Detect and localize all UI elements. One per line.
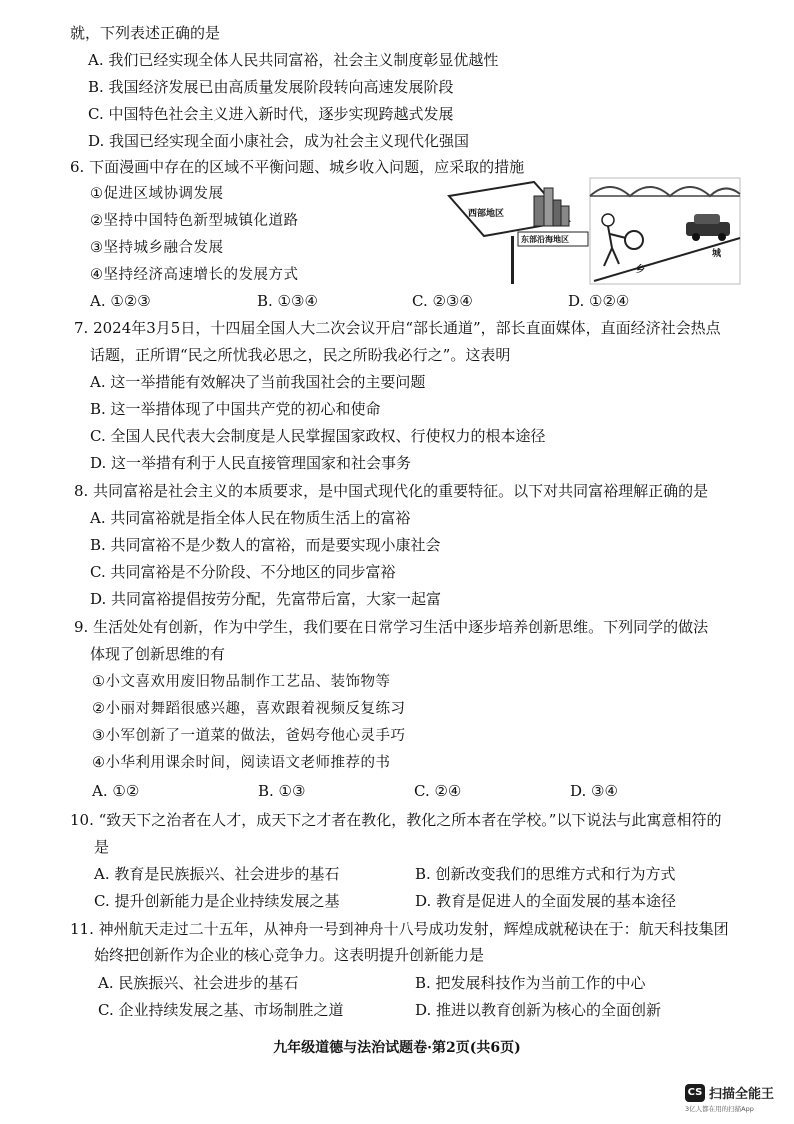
q9-item-1: ①小文喜欢用废旧物品制作工艺品、装饰物等 <box>92 674 391 690</box>
person-head <box>602 214 614 226</box>
q6-choice-a: A. ①②③ <box>90 292 151 310</box>
q10-option-d: D. 教育是促进人的全面发展的基本途径 <box>415 892 677 910</box>
scanner-logo-icon: CS <box>685 1084 705 1102</box>
q9-item-2: ②小丽对舞蹈很感兴趣，喜欢跟着视频反复练习 <box>92 701 406 717</box>
q6-choice-d: D. ①②④ <box>568 292 630 310</box>
q8-stem: 8. 共同富裕是社会主义的本质要求，是中国式现代化的重要特征。以下对共同富裕理解正确的是 <box>74 482 709 500</box>
q9-stem-line2: 体现了创新思维的有 <box>90 645 226 663</box>
label-urban: 城 <box>712 249 722 259</box>
q10-stem-line2: 是 <box>94 838 110 856</box>
car-wheel-1 <box>692 233 700 241</box>
q6-choice-b: B. ①③④ <box>257 292 318 310</box>
q5-option-c: C. 中国特色社会主义进入新时代，逐步实现跨越式发展 <box>88 105 454 123</box>
car-wheel-2 <box>718 233 726 241</box>
scanner-watermark <box>685 1082 785 1116</box>
q7-option-b: B. 这一举措体现了中国共产党的初心和使命 <box>90 400 381 418</box>
q9-choice-d: D. ③④ <box>570 782 618 800</box>
wheel <box>625 231 643 249</box>
q7-option-a: A. 这一举措能有效解决了当前我国社会的主要问题 <box>90 373 426 391</box>
q6-stem: 6. 下面漫画中存在的区域不平衡问题、城乡收入问题，应采取的措施 <box>70 158 525 176</box>
q10-option-b: B. 创新改变我们的思维方式和行为方式 <box>415 865 676 883</box>
q5-option-b: B. 我国经济发展已由高质量发展阶段转向高速发展阶段 <box>88 78 454 96</box>
scanner-tagline: 3亿人都在用的扫描App <box>685 1105 754 1113</box>
sign-east-label: 东部沿海地区 <box>521 235 569 244</box>
sign-west-label: 西部地区 <box>468 209 505 219</box>
q11-stem-line2: 始终把创新作为企业的核心竞争力。这表明提升创新能力是 <box>94 946 485 964</box>
q6-choice-c: C. ②③④ <box>412 292 473 310</box>
q7-stem-line1: 7. 2024年3月5日，十四届全国人大二次会议开启“部长通道”，部长直面媒体，直面经济社会热点 <box>74 319 721 337</box>
q8-option-b: B. 共同富裕不是少数人的富裕，而是要实现小康社会 <box>90 536 441 554</box>
q8-option-d: D. 共同富裕提倡按劳分配，先富带后富，大家一起富 <box>90 590 442 608</box>
q11-option-a: A. 民族振兴、社会进步的基石 <box>98 974 299 992</box>
q6-item-3: ③坚持城乡融合发展 <box>90 240 224 256</box>
q9-item-4: ④小华利用课余时间，阅读语文老师推荐的书 <box>92 755 391 771</box>
q9-stem-line1: 9. 生活处处有创新，作为中学生，我们要在日常学习生活中逐步培养创新思维。下列同学的做法 <box>74 618 709 636</box>
q8-option-a: A. 共同富裕就是指全体人民在物质生活上的富裕 <box>90 509 411 527</box>
q8-option-c: C. 共同富裕是不分阶段、不分地区的同步富裕 <box>90 563 396 581</box>
building-1 <box>534 196 544 226</box>
building-4 <box>561 206 569 226</box>
q6-item-1: ①促进区域协调发展 <box>90 186 224 202</box>
q5-option-a: A. 我们已经实现全体人民共同富裕，社会主义制度彰显优越性 <box>88 51 499 69</box>
q11-option-c: C. 企业持续发展之基、市场制胜之道 <box>98 1001 344 1019</box>
q11-option-b: B. 把发展科技作为当前工作的中心 <box>415 974 646 992</box>
q9-choice-c: C. ②④ <box>414 782 462 800</box>
q7-stem-line2: 话题，正所谓“民之所忧我必思之，民之所盼我必行之”。这表明 <box>90 346 511 364</box>
cartoon-illustration <box>444 176 744 286</box>
q9-choice-b: B. ①③ <box>258 782 306 800</box>
q10-option-a: A. 教育是民族振兴、社会进步的基石 <box>94 865 340 883</box>
car-roof <box>694 214 720 224</box>
q10-option-c: C. 提升创新能力是企业持续发展之基 <box>94 892 340 910</box>
q7-option-c: C. 全国人民代表大会制度是人民掌握国家政权、行使权力的根本途径 <box>90 427 546 445</box>
q9-choice-a: A. ①② <box>92 782 140 800</box>
q6-item-2: ②坚持中国特色新型城镇化道路 <box>90 213 299 229</box>
q5-option-d: D. 我国已经实现全面小康社会，成为社会主义现代化强国 <box>88 132 470 150</box>
q5-stem-tail: 就，下列表述正确的是 <box>70 24 221 42</box>
q11-option-d: D. 推进以教育创新为核心的全面创新 <box>415 1001 662 1019</box>
page-footer: 九年级道德与法治试题卷·第2页(共6页) <box>273 1040 521 1056</box>
q6-item-4: ④坚持经济高速增长的发展方式 <box>90 267 299 283</box>
building-2 <box>544 188 553 226</box>
scanner-brand-name: 扫描全能王 <box>709 1087 775 1102</box>
q7-option-d: D. 这一举措有利于人民直接管理国家和社会事务 <box>90 454 412 472</box>
q11-stem-line1: 11. 神州航天走过二十五年，从神舟一号到神舟十八号成功发射，辉煌成就秘诀在于：航天科技集团 <box>70 920 729 938</box>
q10-stem-line1: 10. “致天下之治者在人才，成天下之才者在教化，教化之所本者在学校。”以下说法与此寓意相符的 <box>70 811 722 829</box>
label-rural: 乡 <box>636 265 646 275</box>
q9-item-3: ③小军创新了一道菜的做法，爸妈夸他心灵手巧 <box>92 728 406 744</box>
building-3 <box>553 200 561 226</box>
signpost-pole <box>511 236 514 284</box>
